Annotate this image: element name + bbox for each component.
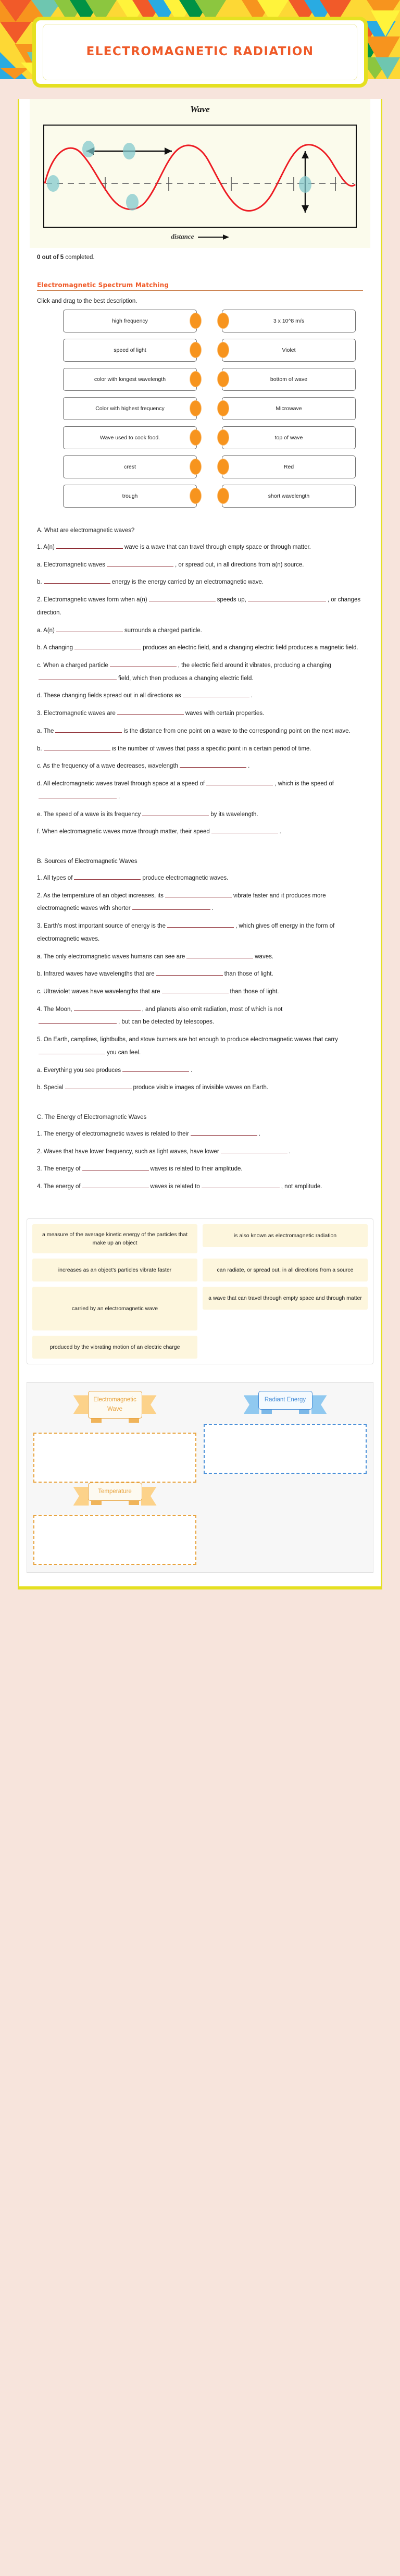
question-line [37,1145,363,1158]
matching-instruction: Click and drag to the best description. [37,298,138,304]
match-item-right[interactable] [222,339,356,362]
question-text: , which is the speed of [274,781,334,787]
match-item-right[interactable] [222,397,356,420]
banner-foot-left-icon [91,1418,102,1423]
question-line [37,689,363,702]
question-line [37,778,363,803]
question-text: is the distance from one point on a wave to the corresponding point on the next wave. [123,728,351,734]
drop-zone-column [33,1391,196,1483]
question-line [37,594,363,619]
question-text: 5. On Earth, campfires, lightbulbs, and stove burners are hot enough to produce electromagnetic waves that carry [37,1037,338,1043]
answer-blank[interactable] [39,1017,117,1024]
question-text: c. As the frequency of a wave decreases, wavelength [37,763,179,770]
match-drag-handle-icon[interactable] [190,488,202,504]
arrow-right-icon [198,235,229,240]
match-item-label: speed of light [63,339,197,362]
question-text: 1. A(n) [37,544,55,550]
answer-blank[interactable] [56,625,123,632]
answer-blank[interactable] [110,660,177,667]
banner-foot-left-icon [261,1409,272,1414]
question-text: than those of light. [224,971,273,978]
question-text: produce electromagnetic waves. [142,874,229,881]
question-line [37,1003,363,1029]
answer-blank[interactable] [142,809,209,816]
match-drag-handle-icon[interactable] [190,371,202,387]
question-text: a. The [37,728,54,734]
question-text: waves is related to their amplitude. [150,1166,243,1173]
answer-blank[interactable] [156,969,223,976]
category-banner [258,1391,312,1409]
question-line [37,1163,363,1176]
definition-card[interactable]: a measure of the average kinetic energy of the particles that make up an object [32,1224,197,1254]
question-text: e. The speed of a wave is its frequency [37,811,141,818]
answer-blank[interactable] [74,643,141,649]
question-text: waves. [255,953,274,960]
match-drag-handle-icon[interactable] [217,400,229,416]
answer-blank[interactable] [221,1147,288,1153]
match-item-label: Color with highest frequency [63,397,197,420]
question-text: , but can be detected by telescopes. [118,1019,215,1026]
question-text: wave is a wave that can travel through empty space or through matter. [124,544,311,550]
question-line [37,872,363,885]
definition-card[interactable]: produced by the vibrating motion of an electric charge [32,1336,197,1359]
answer-blank[interactable] [162,987,229,993]
question-text: produce visible images of invisible waves on Earth. [133,1084,269,1091]
category-banner [88,1391,142,1419]
match-item-label: color with longest wavelength [63,368,197,391]
question-text: vibrate faster and it produces more electromagnetic waves with shorter [37,892,326,912]
progress-count: 0 out of 5 [37,254,64,261]
question-line [37,559,363,572]
match-item-label: Wave used to cook food. [63,426,197,449]
category-banner-label: Electromagnetic Wave [88,1391,142,1419]
banner-foot-right-icon [129,1500,139,1505]
match-item-right[interactable] [222,426,356,449]
answer-blank[interactable] [65,1082,132,1089]
worksheet-sheet [18,99,382,1589]
question-text: 3. Earth's most important source of energy is the [37,923,166,930]
drop-zone[interactable] [33,1515,196,1565]
match-drag-handle-icon[interactable] [190,459,202,475]
match-item-label: trough [63,485,197,508]
question-text: b. [37,745,42,752]
banner-foot-right-icon [299,1409,309,1414]
answer-blank[interactable] [206,779,273,785]
question-text: . [258,1131,261,1137]
match-drag-handle-icon[interactable] [217,488,229,504]
question-line [37,541,363,554]
question-text: b. Infrared waves have wavelengths that are [37,971,155,978]
answer-blank[interactable] [149,595,216,601]
answer-blank[interactable] [74,873,141,880]
section-b [37,858,363,1094]
match-item-label: short wavelength [222,485,356,508]
question-text: than those of light. [230,988,279,995]
answer-blank[interactable] [183,691,249,697]
question-text: , and planets also emit radiation, most of which is not [142,1006,283,1013]
question-line [37,743,363,756]
wave-figure [30,99,370,248]
answer-blank[interactable] [44,577,110,584]
question-line [37,725,363,738]
wave-figure-heading-wrap [30,104,370,115]
question-text: . [279,829,281,835]
match-item-left[interactable] [63,426,197,449]
match-drag-handle-icon[interactable] [217,371,229,387]
drop-zone[interactable] [204,1424,367,1474]
question-text: , which gives off energy in the form of electromagnetic waves. [37,923,335,942]
wave-drop-targets [47,141,311,211]
banner-ribbon-right-icon [141,1395,157,1414]
question-line [37,1033,363,1059]
answer-blank[interactable] [165,891,232,897]
match-item-label: Violet [222,339,356,362]
answer-blank[interactable] [167,921,234,928]
section-divider [37,290,363,291]
definition-card[interactable]: can radiate, or spread out, in all directions from a source [203,1259,368,1281]
question-text: 3. The energy of [37,1166,81,1173]
question-text: surrounds a charged particle. [124,627,202,634]
answer-blank[interactable] [82,1181,149,1188]
question-text: field, which then produces a changing electric field. [118,675,254,682]
wave-diagram [39,121,361,231]
question-text: speeds up, [217,597,246,603]
match-item-label: Microwave [222,397,356,420]
match-item-label: Red [222,455,356,478]
question-text: 2. Electromagnetic waves form when a(n) [37,597,147,603]
match-drag-handle-icon[interactable] [190,429,202,446]
question-text: b. A changing [37,645,73,651]
banner-ribbon-right-icon [141,1487,157,1506]
answer-blank[interactable] [44,744,110,750]
match-item-right[interactable] [222,310,356,332]
definition-card-grid [32,1224,368,1359]
match-item-label: high frequency [63,310,197,332]
answer-blank[interactable] [202,1181,280,1188]
question-text: is the number of waves that pass a specific point in a certain period of time. [111,745,311,752]
category-banner-label: Radiant Energy [258,1391,312,1409]
question-text: you can feel. [107,1049,141,1056]
question-line [37,951,363,964]
question-line [37,1064,363,1077]
match-item-right[interactable] [222,485,356,508]
answer-blank[interactable] [248,595,326,601]
answer-blank[interactable] [39,1047,105,1054]
answer-blank[interactable] [122,1065,189,1072]
banner-foot-left-icon [91,1500,102,1505]
definition-card[interactable]: carried by an electromagnetic wave [32,1287,197,1330]
match-drag-handle-icon[interactable] [190,313,202,329]
section-a-heading: A. What are electromagnetic waves? [37,527,135,534]
question-text: energy is the energy carried by an electromagnetic wave. [111,579,264,586]
question-text: b. Special [37,1084,64,1091]
question-line [37,808,363,821]
question-text: a. The only electromagnetic waves humans can see are [37,953,185,960]
match-drag-handle-icon[interactable] [190,400,202,416]
question-text: a. Electromagnetic waves [37,561,106,568]
sheet-inner [19,254,381,1193]
answer-blank[interactable] [180,761,246,768]
match-drag-handle-icon[interactable] [190,342,202,358]
match-item-label: bottom of wave [222,368,356,391]
answer-blank[interactable] [39,792,117,798]
question-text: c. When a charged particle [37,662,108,669]
banner-ribbon-left-icon [73,1487,89,1506]
drop-zone-placeholder [204,1497,367,1547]
question-line [37,576,363,589]
answer-blank[interactable] [74,1004,141,1011]
match-drag-handle-icon[interactable] [217,459,229,475]
answer-blank[interactable] [117,708,184,715]
answer-blank[interactable] [132,903,210,910]
wave-x-axis-label: distance [30,232,370,241]
question-line [37,1180,363,1193]
question-text: 3. Electromagnetic waves are [37,710,116,717]
match-item-left[interactable] [63,455,197,478]
question-text: . [118,793,120,800]
question-text: 2. Waves that have lower frequency, such as light waves, have lower [37,1148,219,1155]
match-drag-handle-icon[interactable] [217,342,229,358]
question-text: waves is related to [150,1184,200,1190]
question-text: . [211,905,214,912]
question-text: b. [37,579,42,586]
question-line [37,624,363,637]
progress-status [37,254,363,261]
question-text: 2. As the temperature of an object increases, its [37,892,164,899]
answer-blank[interactable] [191,1129,257,1136]
banner-ribbon-right-icon [311,1395,327,1414]
answer-blank[interactable] [56,542,123,549]
section-a-items [37,541,363,839]
question-text: , or changes direction. [37,597,361,616]
question-text: , not amplitude. [281,1184,322,1190]
drop-zone-column [33,1483,196,1565]
section-c-items [37,1128,363,1193]
progress-suffix: completed. [64,254,95,261]
match-item-left[interactable] [63,310,197,332]
banner-foot-right-icon [129,1418,139,1423]
question-text: d. These changing fields spread out in all directions as [37,693,181,699]
category-banner [88,1483,142,1501]
answer-blank[interactable] [55,726,122,733]
question-text: waves with certain properties. [185,710,265,717]
section-a [37,527,363,839]
question-text: 1. The energy of electromagnetic waves is related to their [37,1131,189,1137]
question-text: a. A(n) [37,627,55,634]
section-b-items [37,872,363,1094]
matching-grid [37,310,363,508]
question-line [37,985,363,999]
title-card [32,17,368,88]
definition-card[interactable]: increases as an object's particles vibrate faster [32,1259,197,1281]
match-item-right[interactable] [222,455,356,478]
definition-card[interactable]: is also known as electromagnetic radiation [203,1224,368,1247]
match-drag-handle-icon[interactable] [217,313,229,329]
question-line [37,890,363,915]
match-drag-handle-icon[interactable] [217,429,229,446]
question-line [37,659,363,685]
question-text: , the electric field around it vibrates, producing a changing [178,662,331,669]
question-line [37,968,363,981]
match-item-left[interactable] [63,485,197,508]
question-text: f. When electromagnetic waves move through matter, their speed [37,829,210,835]
question-text: . [191,1067,193,1074]
answer-blank[interactable] [107,560,173,566]
match-item-label: crest [63,455,197,478]
category-banner-label: Temperature [88,1483,142,1501]
question-text: . [289,1148,291,1155]
question-line [37,707,363,720]
answer-blank[interactable] [211,827,278,833]
match-item-label: top of wave [222,426,356,449]
section-c-heading: C. The Energy of Electromagnetic Waves [37,1114,147,1120]
match-item-left[interactable] [63,339,197,362]
answer-blank[interactable] [186,952,253,958]
wave-figure-title: Wave [190,104,210,114]
question-text: , or spread out, in all directions from a(n) source. [175,561,304,568]
match-item-left[interactable] [63,368,197,391]
question-text: 4. The Moon, [37,1006,72,1013]
question-text: c. Ultraviolet waves have wavelengths that are [37,988,160,995]
banner-ribbon-left-icon [244,1395,259,1414]
title-inner-frame [43,24,358,80]
match-item-label: 3 x 10^8 m/s [222,310,356,332]
answer-blank[interactable] [82,1164,149,1170]
question-line [37,1081,363,1094]
question-text: . [248,763,250,770]
drop-zone[interactable] [33,1433,196,1483]
question-text: . [251,693,253,699]
question-line [37,642,363,655]
drop-zone-column-empty [204,1483,367,1565]
question-text: produces an electric field, and a changing electric field produces a magnetic field. [143,645,358,651]
question-text: 1. All types of [37,874,73,881]
definition-card-panel [27,1218,373,1365]
question-line [37,825,363,839]
match-item-right[interactable] [222,368,356,391]
question-line [37,760,363,773]
definition-card[interactable]: a wave that can travel through empty space and through matter [203,1287,368,1310]
banner-drop-panel [27,1382,373,1573]
question-text: by its wavelength. [210,811,258,818]
matching-section-heading: Electromagnetic Spectrum Matching [37,281,169,289]
section-c [37,1114,363,1193]
question-text: d. All electromagnetic waves travel through space at a speed of [37,781,205,787]
banner-ribbon-left-icon [73,1395,89,1414]
match-item-left[interactable] [63,397,197,420]
answer-blank[interactable] [39,673,117,680]
question-line [37,920,363,945]
section-b-heading: B. Sources of Electromagnetic Waves [37,858,138,865]
question-line [37,1128,363,1141]
drop-zone-column [204,1391,367,1483]
question-text: 4. The energy of [37,1184,81,1190]
page-title: ELECTROMAGNETIC RADIATION [86,45,314,59]
question-text: a. Everything you see produces [37,1067,121,1074]
